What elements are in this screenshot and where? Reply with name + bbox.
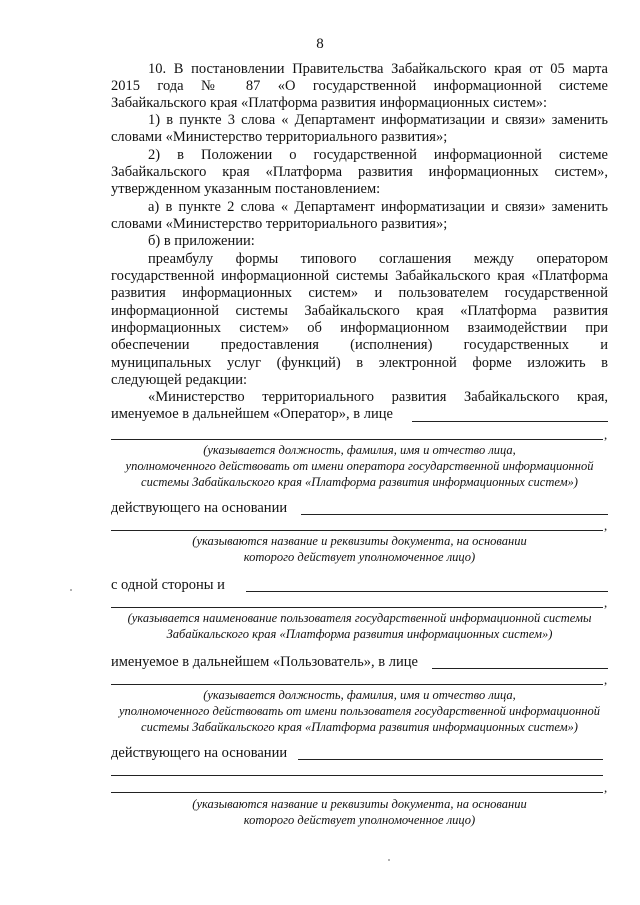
acting-basis-field[interactable] (298, 759, 603, 760)
scan-speck (388, 859, 390, 861)
caption-line: системы Забайкальского края «Платформа развития информационных систем») (141, 475, 578, 489)
caption-line: уполномоченного действовать от имени оператора государственной информационной (125, 459, 594, 473)
body-line: именуемое в дальнейшем «Оператор», в лице (111, 406, 393, 422)
acting-basis-field[interactable] (301, 514, 608, 515)
acting-basis-field-line[interactable] (111, 775, 603, 776)
acting-basis-label: действующего на основании (111, 500, 288, 516)
acting-basis-field-line[interactable] (111, 530, 603, 531)
user-referred-label: именуемое в дальнейшем «Пользователь», в лице (111, 654, 418, 670)
acting-basis-field-line[interactable] (111, 792, 603, 793)
operator-official-field-line[interactable] (111, 439, 603, 440)
body-line: информационной системы Забайкальского края «Платформа развития (111, 303, 608, 319)
body-line: 2) в Положении о государственной информационной системе (148, 147, 608, 163)
body-line: информационных систем» об информационном взаимодействии при (111, 320, 608, 336)
caption-line: (указываются название и реквизиты документа, на основании (192, 534, 527, 548)
body-line: а) в пункте 2 слова « Департамент информатизации и связи» заменить (148, 199, 608, 215)
body-line: Забайкальского края «Платформа развития информационных систем»: (111, 95, 548, 111)
body-line: следующей редакции: (111, 372, 248, 388)
caption-line: (указывается наименование пользователя государственной информационной системы (127, 611, 592, 625)
body-line: «Министерство территориального развития Забайкальского края, (148, 389, 608, 405)
page-number: 8 (316, 36, 324, 52)
body-line: словами «Министерство территориального развития»; (111, 129, 448, 145)
caption-line: (указываются название и реквизиты документа, на основании (192, 797, 527, 811)
caption-line: (указывается должность, фамилия, имя и отчество лица, (203, 688, 516, 702)
caption-line: которого действует уполномоченное лицо) (243, 550, 476, 564)
body-line: утвержденном указанным постановлением: (111, 181, 381, 197)
caption-line: (указывается должность, фамилия, имя и отчество лица, (203, 443, 516, 457)
caption-line: Забайкальского края «Платформа развития информационных систем») (166, 627, 553, 641)
user-official-field-line[interactable] (111, 684, 603, 685)
line-end-comma: , (604, 780, 608, 795)
body-line: Забайкальского края «Платформа развития информационных систем», (111, 164, 608, 180)
body-line: обеспечении предоставления (исполнения) государственных и (111, 337, 608, 353)
caption-line: уполномоченного действовать от имени пользователя государственной информационной (119, 704, 600, 718)
user-name-field-line[interactable] (111, 607, 603, 608)
body-line: 2015 года № 87 «О государственной информационной системе (111, 78, 608, 94)
acting-basis-label: действующего на основании (111, 745, 288, 761)
caption-line: системы Забайкальского края «Платформа развития информационных систем») (141, 720, 578, 734)
line-end-comma: , (604, 518, 608, 533)
body-line: б) в приложении: (148, 233, 255, 249)
line-end-comma: , (604, 595, 608, 610)
line-end-comma: , (604, 672, 608, 687)
user-name-field[interactable] (246, 591, 608, 592)
body-line: 1) в пункте 3 слова « Департамент информатизации и связи» заменить (148, 112, 608, 128)
body-line: 10. В постановлении Правительства Забайкальского края от 05 марта (148, 61, 608, 77)
scan-speck (70, 589, 72, 591)
one-side-label: с одной стороны и (111, 577, 225, 593)
operator-official-field[interactable] (412, 421, 608, 422)
line-end-comma: , (604, 427, 608, 442)
body-line: развития информационных систем» и пользователем государственной (111, 285, 608, 301)
body-line: государственной информационной системы Забайкальского края «Платформа (111, 268, 608, 284)
body-line: муниципальных услуг (функций) в электронной форме изложить в (111, 355, 608, 371)
user-official-field[interactable] (432, 668, 608, 669)
caption-line: которого действует уполномоченное лицо) (243, 813, 476, 827)
body-line: преамбулу формы типового соглашения между оператором (148, 251, 608, 267)
body-line: словами «Министерство территориального развития»; (111, 216, 448, 232)
